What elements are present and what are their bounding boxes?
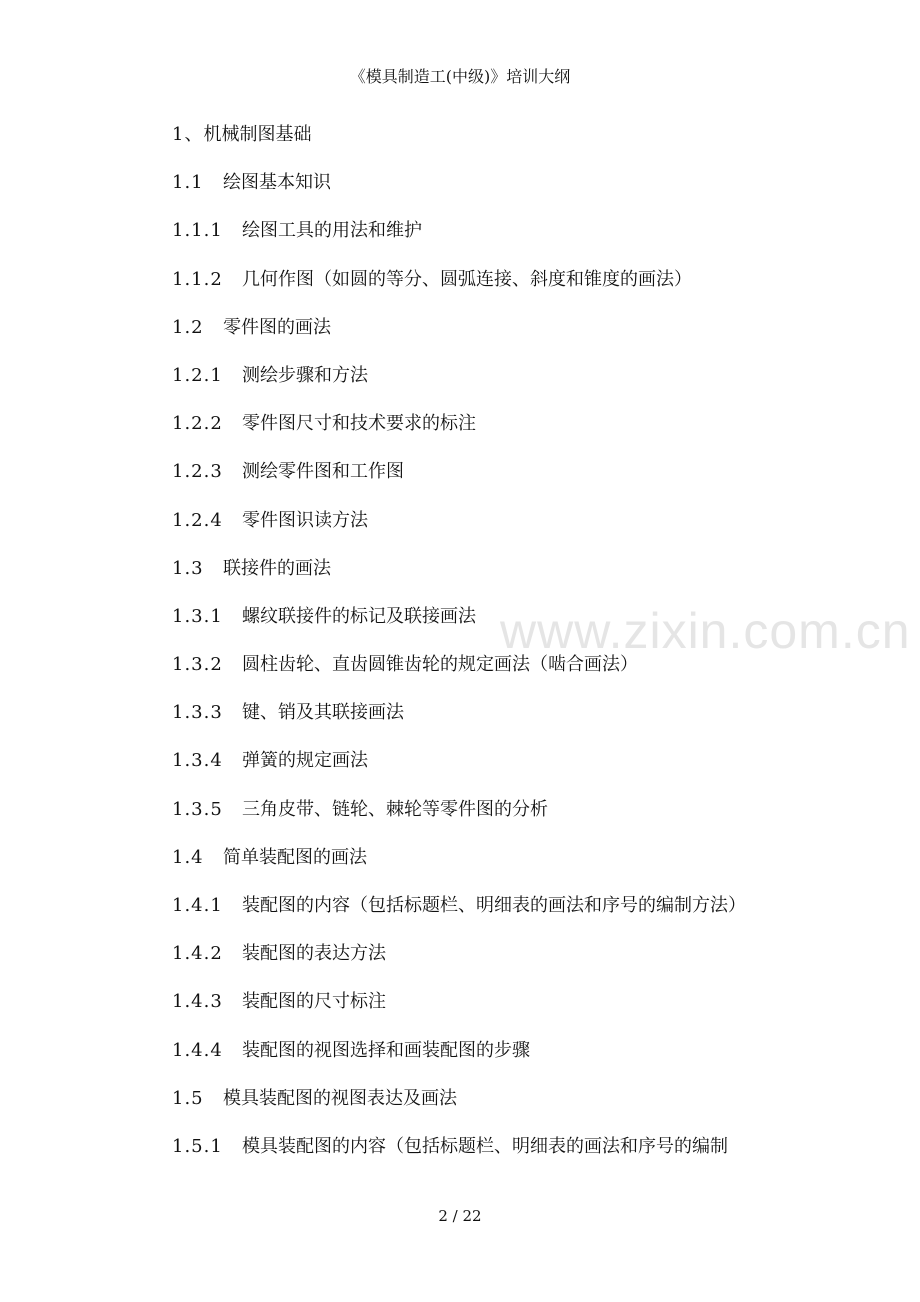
outline-item-number: 1.3 [172,557,204,579]
outline-item-text: 测绘步骤和方法 [242,364,368,386]
outline-item-text: 测绘零件图和工作图 [242,461,404,483]
outline-item-text: 装配图的视图选择和画装配图的步骤 [242,1039,530,1061]
outline-item-text: 三角皮带、链轮、棘轮等零件图的分析 [242,798,548,820]
outline-item-number: 1.4.3 [172,991,223,1013]
page-number: 2 / 22 [438,1207,482,1225]
outline-item-number: 1.4.1 [172,895,223,916]
outline-item-number: 1.4 [172,846,204,868]
outline-item-text: 模具装配图的视图表达及画法 [223,1087,457,1109]
outline-item-text: 零件图尺寸和技术要求的标注 [242,413,476,435]
outline-item-text: 绘图基本知识 [223,172,331,194]
outline-item [172,748,872,796]
outline-item-number: 1.2.1 [172,364,223,386]
outline-item-number: 1.3.3 [172,702,223,724]
outline-item-number: 1.2.4 [172,509,223,531]
outline-item-text: 装配图的尺寸标注 [242,991,386,1013]
outline-item [172,218,872,266]
outline-item-number: 1.1 [172,172,204,194]
outline-item [172,1134,872,1182]
outline-item-number: 1.3.5 [172,798,223,820]
outline-item-text: 联接件的画法 [223,557,331,579]
outline-item-text: 装配图的内容（包括标题栏、明细表的画法和序号的编制方法） [242,895,746,916]
outline-item [172,459,872,507]
outline-item [172,845,872,893]
outline-item [172,170,872,218]
outline-item [172,267,872,315]
outline-item-text: 模具装配图的内容（包括标题栏、明细表的画法和序号的编制 [242,1135,728,1157]
outline-item-number: 1.4.2 [172,943,223,965]
outline-item-text: 圆柱齿轮、直齿圆锥齿轮的规定画法（啮合画法） [242,654,638,676]
outline-item-number: 1.1.1 [172,220,223,242]
outline-item-text: 几何作图（如圆的等分、圆弧连接、斜度和锥度的画法） [242,268,692,290]
outline-item-number: 1.2.3 [172,461,223,483]
outline-item-number: 1.4.4 [172,1039,223,1061]
outline-item-number: 1.2 [172,316,204,338]
outline-item-text: 机械制图基础 [203,124,312,145]
outline-item [172,700,872,748]
outline-item [172,556,872,604]
outline-item-text: 螺纹联接件的标记及联接画法 [242,605,476,627]
outline-item [172,508,872,556]
outline-item-number: 1.3.4 [172,750,223,772]
outline-item-text: 键、销及其联接画法 [242,702,404,724]
outline-item-text: 弹簧的规定画法 [242,750,368,772]
outline-item [172,411,872,459]
outline-item [172,893,872,941]
outline-item-text: 零件图的画法 [223,316,331,338]
outline-item [172,989,872,1037]
outline-item [172,315,872,363]
outline-item-number: 1.5 [172,1087,204,1109]
outline-item [172,363,872,411]
outline-item-number: 1.1.2 [172,268,223,290]
outline-item [172,1086,872,1134]
outline-item-text: 零件图识读方法 [242,509,368,531]
outline-item-number: 1.5.1 [172,1135,223,1157]
outline-item-number: 1.3.1 [172,605,223,627]
page-header: 《模具制造工(中级)》培训大纲 [349,67,571,86]
outline-item [172,122,872,170]
outline-item-number: 1.2.2 [172,413,223,435]
watermark: www.zixin.com.cn [500,603,911,659]
outline-item [172,1038,872,1086]
outline-item-number: 1.3.2 [172,654,223,676]
outline-item-number: 1、 [172,124,204,145]
outline-item-text: 简单装配图的画法 [223,846,367,868]
outline-item [172,941,872,989]
outline-item [172,797,872,845]
outline-item-text: 绘图工具的用法和维护 [242,220,422,242]
outline-item-text: 装配图的表达方法 [242,943,386,965]
